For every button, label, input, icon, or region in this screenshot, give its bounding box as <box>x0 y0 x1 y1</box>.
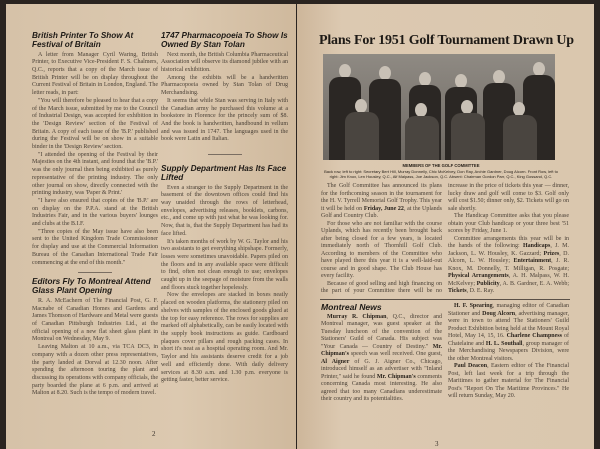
bold-name: Paul Deacon <box>454 363 488 369</box>
right-page-body <box>321 183 569 404</box>
right-page <box>297 4 594 449</box>
paragraph <box>448 363 569 401</box>
paragraph <box>32 52 158 98</box>
bold-name: Physical Arrangements <box>448 273 509 279</box>
person-figure <box>405 116 439 160</box>
person-head <box>419 72 431 86</box>
text-run: , A. H. Malpass, W. H. McKelvey; <box>448 273 569 287</box>
text-run: The Handicap Committee asks that you please obtain your Club handicap or your three best '51 scores by Friday, June 1. <box>448 213 569 234</box>
bold-name: Entertainment <box>513 258 552 264</box>
bold-name: Mr. Chipman's <box>321 343 442 358</box>
text-run: A letter from Manager Cyril Waring, British Printer, to Executive Vice-President F. S. Chalmers, Q.C., reports that a copy of the March issue of British Printer will be on display throughout the Current Festival of Britain in London, England. The letter reads, in part: <box>32 51 158 97</box>
page-number: 3 <box>435 440 439 448</box>
text-run: comments concerning Canada most interesting. He also agreed that too many Canadians underestimate their country and its potentialities. <box>321 373 442 403</box>
left-column-2 <box>161 32 288 385</box>
paragraph <box>321 314 442 404</box>
text-run: , J. R. Knox, M. Donnelly, T. Milligan, R. Posgate; <box>448 258 570 272</box>
text-run: Even a stranger to the Supply Department in the basement of the downtown offices could find his way unaided through the rows of letterhead, envelopes, advertising releases, booklets, carbons, etc., and come up with just what he was looking for. Now, that is, that the Supply Department has had its face lifted. <box>161 184 288 237</box>
paragraph <box>448 303 569 363</box>
caption-text: Back row, left to right: Secretary Bert Hill, Murray Donnelly, Chic McKelvey, Don Ray, Archie Gardner, Doug Alcorn. Front Row, left to right: Jim Knox, Len Housley, Q.C., Alf Malpass, Joe Jackson, Q.C. Absent: Chairman Gordon Parr, Q.C., King Gossand, Q.C. <box>324 169 558 180</box>
person-figure <box>451 113 485 160</box>
person-head <box>493 70 505 84</box>
paragraph <box>161 52 288 75</box>
paragraph <box>32 229 158 268</box>
person-figure <box>503 115 537 160</box>
bold-name: Prizes <box>543 250 560 257</box>
person-head <box>379 66 391 80</box>
bold-name: H. L. Southall <box>485 340 523 347</box>
montreal-news-section <box>321 303 569 404</box>
paragraph <box>161 98 288 144</box>
bold-name: Handicaps <box>522 243 551 249</box>
bold-name: Mr. Chipman's <box>376 373 416 380</box>
page-title: Plans For 1951 Golf Tournament Drawn Up <box>319 33 574 48</box>
person-head <box>513 102 525 116</box>
person-head <box>415 103 427 117</box>
text-run: , advertising manager, were in town to attend The Stationers' Guild Product Exhibition being held at the Mount Royal Hotel, May 14, 15, 16. <box>448 310 569 339</box>
paragraph <box>32 298 158 344</box>
page-number: 2 <box>152 430 156 438</box>
left-page <box>6 4 296 449</box>
article-body-editors-fly <box>32 298 158 398</box>
photo-caption <box>321 163 561 180</box>
paragraph <box>321 221 442 281</box>
person-head <box>461 100 473 114</box>
text-run: , group manager of the Merchandising Newspapers Division, were the other Montreal visitors. <box>448 340 569 362</box>
text-run: of G. J. Aigner Co., Chicago, introduced himself as an advertiser with "Inland Printer," said he found <box>321 358 442 380</box>
text-run: , Eastern editor of The Financial Post, left last week for a trip through the Maritimes to gather material for The Financial Post's "Report On The Maritime Provinces." He will return Sunday, May 20. <box>448 363 570 399</box>
paragraph <box>448 213 569 236</box>
headline-supply-department: Supply Department Has Its Face Lifted <box>161 164 287 182</box>
text-run: of Chatelaine and <box>448 333 569 347</box>
text-run: , D. E. Ray. <box>466 288 495 294</box>
paragraph <box>321 183 442 221</box>
text-run: The Golf Committee has announced its plans for the forthcoming season in the tournament for the H. V. Tyrrell Memorial Golf Trophy. This year it will be held on <box>321 183 442 212</box>
text-run: speech was well received. One guest, <box>349 351 442 358</box>
text-run: For those who are not familiar with the course Uplands, which has recently been brought back after being closed for a few years, is located immediately north of Thornhill Golf Club. According to members of the Committee who have played there this year it is a well-laid-out course and in good shape. The Club House has every facility. <box>321 220 442 279</box>
headline-pharmacopoeia: 1747 Pharmacopoeia To Show Is Owned By Stan Tolan <box>161 31 288 49</box>
text-run: , D. Alcorn, L. W. Housley; <box>448 250 569 264</box>
text-run: Now the envelopes are stacked in boxes neatly placed on wooden platforms, the stationery piled on shelves with samples of the enclosed goods glued at the top for easy reference. The rows for supplies are marked off alphabetically, can be easily located with the supply book instructions as guide. Cardboard plaques cover pillars and rough packing cases. In short it's neat as a hospital operating room. And Mr. Taylor and his assistants deserve credit for a job well and efficiently done. With daily delivery services at 8.30 a.m. and 1.30 p.m. everyone is getting faster, better service. <box>161 292 288 384</box>
person-head <box>339 64 351 78</box>
paragraph <box>32 198 158 229</box>
text-run: , J. M. Jackson, L. W. Housley, K. Gazzard; <box>448 243 570 257</box>
article-body-supply-department <box>161 185 288 385</box>
montreal-news-body <box>321 303 569 404</box>
text-run: Leaving Malton at 10 a.m., via TCA DC3, in company with a dozen other press representatives, the party landed at Dorval at 12.30 noon. After spending the afternoon touring the plant and discussing its operations with company officials, the party boarded the plane at 6 p.m. and arrived at Malton at 8.20. Such is the tempo of modern travel. <box>32 344 158 397</box>
text-run: It's taken months of work by W. G. Taylor and his two assistants to get everything shipshape. Formerly, losses were sometimes unavoidable. Papers piled on the floors and in any available space were difficult to find, often not clean enough to use; envelopes caught up in the seepage of moisture from the walls and floors stuck together hopelessly. <box>161 238 288 291</box>
paragraph <box>161 75 288 98</box>
text-run: , at the Uplands Golf and Country Club. <box>321 205 442 219</box>
person-head <box>533 62 545 76</box>
paragraph <box>161 239 288 293</box>
text-run: Among the exhibits will be a handwritten Pharmacopoeia owned by Stan Tolan of Drug Merchandising. <box>161 74 288 97</box>
paragraph <box>161 185 288 239</box>
left-column-1 <box>32 32 158 398</box>
person-figure <box>345 112 379 160</box>
bold-name: H. F. Spearing <box>454 303 493 309</box>
person-head <box>455 74 467 88</box>
bold-name: Friday, June 22 <box>363 205 404 212</box>
bold-name: Doug Alcorn <box>482 310 516 317</box>
paragraph <box>32 344 158 398</box>
article-body-british-printer <box>32 52 158 268</box>
golf-article-body <box>321 183 569 296</box>
bold-name: Tickets <box>448 288 467 294</box>
paragraph <box>448 236 569 296</box>
text-run: , Q.C., director and Montreal manager, was guest speaker at the Tuesday luncheon of the convention of the Stationers' Guild of Canada. His subject was "Your Canada — Country of Destiny." <box>321 313 442 350</box>
paragraph <box>32 152 158 198</box>
text-run: "I have also ensured that copies of the 'B.P.' are on display on the P.P.A. stand at the British Industries Fair, and in the various buyers' lounges and clubs at the B.I.F. <box>32 197 158 228</box>
divider <box>78 272 112 273</box>
text-run: Committee arrangements this year will be in the hands of the following: <box>448 235 569 249</box>
text-run: "I attended the opening of the Festival by their Majesties on the 4th instant, and found that the 'B.P.' was the only journal then being exhibited as purely representative of the printing industry. The only other journal on show, directly connected with the printing industry, was 'Paper & Print.' <box>32 151 158 197</box>
divider <box>208 154 242 155</box>
text-run: Because of good selling and high financing on the part of your Committee there will be no increase in the price of tickets this year — dinner, lucky draw and golf will come to $3. Golf only will cost $1.50; dinner only, $2. Tickets will go on sale shortly. <box>321 183 569 294</box>
bold-name: Charlene Champness <box>506 333 562 339</box>
section-divider <box>320 299 570 301</box>
text-run: Next month, the British Columbia Pharmaceutical Association will observe its diamond jubilee with an historical exhibition. <box>161 51 288 73</box>
text-run: , A. B. Gardner, E. A. Webb; <box>499 280 569 287</box>
person-head <box>355 99 367 113</box>
article-body-pharmacopoeia <box>161 52 288 144</box>
caption-title: MEMBERS OF THE GOLF COMMITTEE <box>402 163 480 168</box>
text-run: It seems that while Stan was serving in Italy with the Canadian army he purchased this volume at a bookstore in Florence for the princely sum of $8. And the book is handwritten, handbound in vellum and was issued in 1747. The languages used in the book were Latin and Italian. <box>161 97 288 143</box>
text-run: "You will therefore be pleased to hear that a copy of the March issue, submitted by me to the Council of Industrial Design, was accepted for exhibition in the 'Design Review' section of the Festival of Britain. A copy of each issue of the 'B.P.' published during the Festival will be on show in a suitable binder in the 'Design Review' section. <box>32 97 158 151</box>
headline-montreal-news: Montreal News <box>321 302 382 312</box>
bold-name: Al Aigner <box>321 358 350 365</box>
bold-name: Publicity <box>476 280 500 287</box>
text-run: , managing editor of Canadian Stationer and <box>448 303 569 317</box>
headline-british-printer: British Printer To Show At Festival of Britain <box>32 31 134 49</box>
text-run: R. A. McEachern of The Financial Post, G. F. Macnabe of Canadian Homes and Gardens and James Thomson of Hardware and Metal were guests of Canadian Pittsburgh Industries Ltd., at the official opening of a new flat sheet glass plant in Montreal on Wednesday, May 9. <box>32 297 158 343</box>
text-run: "Three copies of the May issue have also been sent to the United Kingdom Trade Commissioner for display and use at the Commercial Information Bureau of the Canadian International Trade Fair commencing at the end of this month." <box>32 228 158 266</box>
bold-name: Murray R. Chipman <box>327 313 387 320</box>
headline-editors-fly: Editors Fly To Montreal Attend Glass Plant Opening <box>32 277 151 296</box>
paragraph <box>161 292 288 384</box>
golf-committee-photo <box>323 54 555 160</box>
paragraph <box>32 98 158 152</box>
